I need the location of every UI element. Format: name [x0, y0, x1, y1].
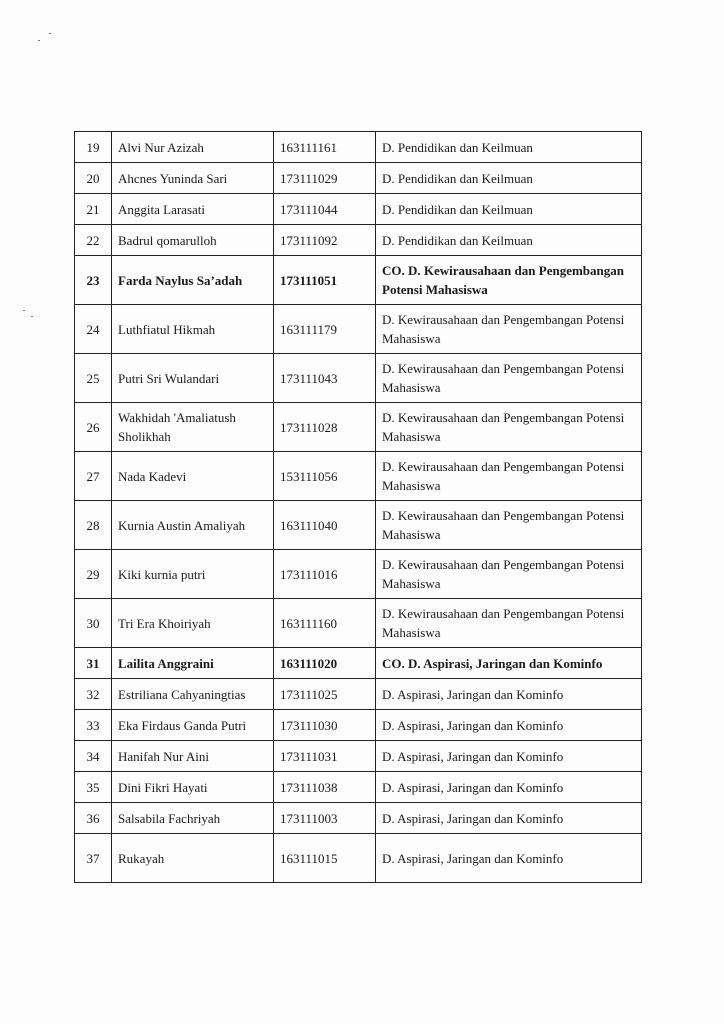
table-row — [75, 305, 642, 354]
table-row — [75, 501, 642, 550]
table-row — [75, 599, 642, 648]
division-cell: D. Kewirausahaan dan Pengembangan Potensi Mahasiswa — [376, 403, 642, 452]
member-name-cell: Estriliana Cahyaningtias — [112, 679, 274, 710]
row-number-cell: 32 — [75, 679, 112, 710]
row-number-cell: 22 — [75, 225, 112, 256]
scan-speck — [31, 316, 33, 317]
member-name-cell: Wakhidah 'Amaliatush Sholikhah — [112, 403, 274, 452]
row-number-cell: 25 — [75, 354, 112, 403]
row-number-cell: 33 — [75, 710, 112, 741]
member-name-cell: Eka Firdaus Ganda Putri — [112, 710, 274, 741]
member-name-cell: Badrul qomarulloh — [112, 225, 274, 256]
student-id-cell: 173111092 — [274, 225, 376, 256]
table-row — [75, 648, 642, 679]
row-number-cell: 31 — [75, 648, 112, 679]
member-table-body — [75, 132, 642, 883]
table-row — [75, 550, 642, 599]
division-cell: D. Kewirausahaan dan Pengembangan Potensi Mahasiswa — [376, 305, 642, 354]
row-number-cell: 19 — [75, 132, 112, 163]
student-id-cell: 173111051 — [274, 256, 376, 305]
table-row — [75, 163, 642, 194]
member-name-cell: Kurnia Austin Amaliyah — [112, 501, 274, 550]
student-id-cell: 173111029 — [274, 163, 376, 194]
scan-speck — [38, 40, 40, 41]
scan-speck — [49, 33, 51, 34]
division-cell: D. Pendidikan dan Keilmuan — [376, 225, 642, 256]
member-name-cell: Rukayah — [112, 834, 274, 883]
row-number-cell: 37 — [75, 834, 112, 883]
table-row — [75, 834, 642, 883]
student-id-cell: 173111030 — [274, 710, 376, 741]
division-cell: D. Kewirausahaan dan Pengembangan Potensi Mahasiswa — [376, 354, 642, 403]
division-cell: D. Aspirasi, Jaringan dan Kominfo — [376, 803, 642, 834]
table-row — [75, 403, 642, 452]
member-name-cell: Tri Era Khoiriyah — [112, 599, 274, 648]
student-id-cell: 173111028 — [274, 403, 376, 452]
division-cell: D. Pendidikan dan Keilmuan — [376, 132, 642, 163]
table-row — [75, 803, 642, 834]
row-number-cell: 26 — [75, 403, 112, 452]
member-name-cell: Alvi Nur Azizah — [112, 132, 274, 163]
table-row — [75, 225, 642, 256]
division-cell: D. Kewirausahaan dan Pengembangan Potensi Mahasiswa — [376, 599, 642, 648]
division-cell: D. Kewirausahaan dan Pengembangan Potensi Mahasiswa — [376, 452, 642, 501]
table-row — [75, 132, 642, 163]
row-number-cell: 28 — [75, 501, 112, 550]
row-number-cell: 35 — [75, 772, 112, 803]
member-name-cell: Ahcnes Yuninda Sari — [112, 163, 274, 194]
student-id-cell: 163111015 — [274, 834, 376, 883]
division-cell: D. Aspirasi, Jaringan dan Kominfo — [376, 772, 642, 803]
row-number-cell: 36 — [75, 803, 112, 834]
student-id-cell: 173111043 — [274, 354, 376, 403]
row-number-cell: 30 — [75, 599, 112, 648]
student-id-cell: 173111031 — [274, 741, 376, 772]
member-name-cell: Luthfiatul Hikmah — [112, 305, 274, 354]
student-id-cell: 173111016 — [274, 550, 376, 599]
table-row — [75, 354, 642, 403]
member-name-cell: Lailita Anggraini — [112, 648, 274, 679]
table-row — [75, 741, 642, 772]
member-name-cell: Anggita Larasati — [112, 194, 274, 225]
table-row — [75, 452, 642, 501]
member-name-cell: Hanifah Nur Aini — [112, 741, 274, 772]
student-id-cell: 163111020 — [274, 648, 376, 679]
row-number-cell: 34 — [75, 741, 112, 772]
division-cell: D. Aspirasi, Jaringan dan Kominfo — [376, 834, 642, 883]
table-row — [75, 772, 642, 803]
student-id-cell: 153111056 — [274, 452, 376, 501]
row-number-cell: 21 — [75, 194, 112, 225]
row-number-cell: 20 — [75, 163, 112, 194]
member-name-cell: Kiki kurnia putri — [112, 550, 274, 599]
member-name-cell: Nada Kadevi — [112, 452, 274, 501]
scan-speck — [23, 310, 25, 311]
member-name-cell: Putri Sri Wulandari — [112, 354, 274, 403]
division-cell: D. Kewirausahaan dan Pengembangan Potensi Mahasiswa — [376, 550, 642, 599]
student-id-cell: 163111179 — [274, 305, 376, 354]
division-cell: D. Aspirasi, Jaringan dan Kominfo — [376, 741, 642, 772]
student-id-cell: 173111038 — [274, 772, 376, 803]
student-id-cell: 173111003 — [274, 803, 376, 834]
division-cell: D. Aspirasi, Jaringan dan Kominfo — [376, 679, 642, 710]
student-id-cell: 163111160 — [274, 599, 376, 648]
table-row — [75, 194, 642, 225]
division-cell: D. Kewirausahaan dan Pengembangan Potensi Mahasiswa — [376, 501, 642, 550]
table-row — [75, 710, 642, 741]
student-id-cell: 163111040 — [274, 501, 376, 550]
table-row — [75, 256, 642, 305]
student-id-cell: 163111161 — [274, 132, 376, 163]
table-row — [75, 679, 642, 710]
division-cell: D. Pendidikan dan Keilmuan — [376, 194, 642, 225]
row-number-cell: 27 — [75, 452, 112, 501]
member-table — [74, 131, 642, 883]
row-number-cell: 24 — [75, 305, 112, 354]
member-name-cell: Salsabila Fachriyah — [112, 803, 274, 834]
division-cell: D. Pendidikan dan Keilmuan — [376, 163, 642, 194]
student-id-cell: 173111025 — [274, 679, 376, 710]
division-cell: CO. D. Kewirausahaan dan Pengembangan Potensi Mahasiswa — [376, 256, 642, 305]
division-cell: D. Aspirasi, Jaringan dan Kominfo — [376, 710, 642, 741]
row-number-cell: 23 — [75, 256, 112, 305]
student-id-cell: 173111044 — [274, 194, 376, 225]
row-number-cell: 29 — [75, 550, 112, 599]
member-name-cell: Dini Fikri Hayati — [112, 772, 274, 803]
member-name-cell: Farda Naylus Sa’adah — [112, 256, 274, 305]
division-cell: CO. D. Aspirasi, Jaringan dan Kominfo — [376, 648, 642, 679]
